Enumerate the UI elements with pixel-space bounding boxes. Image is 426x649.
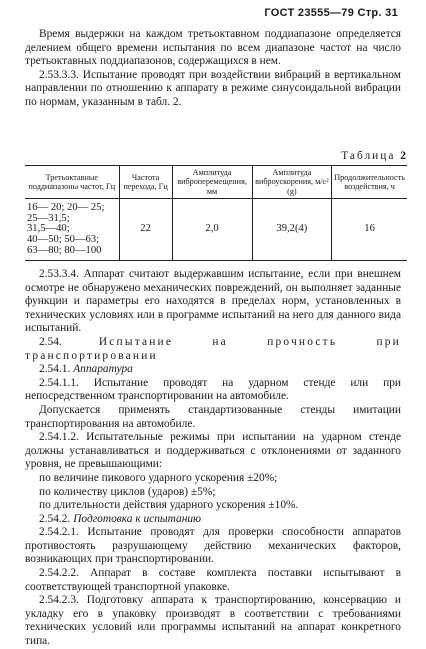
section-2-54-1-title: Аппаратура	[73, 363, 133, 376]
table-caption-number: 2	[400, 150, 406, 162]
table-row	[25, 199, 407, 261]
page-header: ГОСТ 23555—79 Стр. 31	[264, 7, 398, 19]
section-2-54-number: 2.54.	[39, 335, 62, 348]
range-line: 31,5—40;	[27, 223, 70, 235]
cell-acceleration: 39,2(4)	[252, 199, 332, 261]
header-ranges: Третьоктавные поддиапазоны частот, Гц	[25, 166, 119, 199]
section-2-54-1-heading	[25, 363, 401, 377]
deviation-acceleration: по величине пикового ударного ускорения ±20%;	[39, 471, 278, 484]
paragraph-2-54-2-3: 2.54.2.3. Подготовку аппарата к транспортированию, консервацию и укладку его в упаковку производят в соответствии с требованиями технических условий или программы испытаний на аппарат конкретного типа.	[25, 594, 401, 648]
range-line: 25—31,5;	[27, 212, 70, 224]
section-2-54-2-number: 2.54.2.	[39, 512, 71, 525]
section-2-54-1-number: 2.54.1.	[39, 363, 71, 376]
paragraph-2-54-1-2: 2.54.1.2. Испытательные режимы при испытании на ударном стенде должны устанавливаться и поддерживаться с отклонениями от заданного уровня, не превышающими:	[25, 431, 401, 471]
header-displacement: Амплитуда виброперемещения, мм	[172, 166, 252, 199]
cell-duration: 16	[332, 199, 407, 261]
table-header-row	[25, 166, 407, 199]
cell-transition-frequency: 22	[119, 199, 172, 261]
range-line: 63—80; 80—100	[27, 244, 102, 256]
deviation-duration: по длительности действия ударного ускорения ±10%.	[39, 499, 299, 512]
section-2-54-title: Испытание на прочность при транспортировании	[25, 335, 401, 362]
table-caption	[341, 150, 406, 162]
table-caption-word: Таблица	[341, 150, 396, 162]
text-block-bottom	[25, 268, 401, 649]
range-line: 16— 20; 20— 25;	[27, 202, 105, 214]
paragraph-2-53-3-3: 2.53.3.3. Испытание проводят при воздействии вибраций в вертикальном направлении по отношению к аппарату в режиме синусоидальной вибрации по нормам, указанным в табл. 2.	[25, 68, 401, 108]
header-acceleration: Амплитуда виброускорения, м/с² (g)	[252, 166, 332, 199]
range-line: 40—50; 50—63;	[27, 234, 100, 245]
cell-ranges	[25, 199, 119, 261]
cell-displacement: 2,0	[172, 199, 252, 261]
paragraph-intro: Время выдержки на каждом третьоктавном поддиапазоне определяется делением общего времени испытания по всем диапазоне частот на число третьоктавных поддиапазонов, содержащихся в нем.	[25, 28, 401, 68]
section-2-54-heading	[25, 336, 401, 363]
paragraph-2-54-2-1: 2.54.2.1. Испытание проводят для проверки способности аппаратов противостоять разрушающему действию механических факторов, возникающих при транспортировании.	[25, 526, 401, 566]
paragraph-2-54-2-2: 2.54.2.2. Аппарат в составе комплекта поставки испытывают в соответствующей транспортной упаковке.	[25, 567, 401, 593]
paragraph-2-53-3-4: 2.53.3.4. Аппарат считают выдержавшим испытание, если при внешнем осмотре не обнаружено механических повреждений, он выполняет заданные функции и параметры его находятся в пределах норм, установленных в технических условиях или в программе испытаний на него для данного вида испытаний.	[25, 268, 401, 335]
section-2-54-2-heading	[25, 513, 401, 527]
text-block-top	[25, 28, 401, 110]
header-duration: Продолжительность воздействия, ч	[332, 166, 407, 199]
paragraph-allowed: Допускается применять стандартизованные стенды имитации транспортирования на автомобиле.	[25, 403, 401, 430]
header-transition-frequency: Частота перехода, Гц	[119, 166, 172, 199]
vibration-table	[25, 165, 407, 261]
section-2-54-2-title: Подготовка к испытанию	[73, 512, 202, 525]
deviation-cycles: по количеству циклов (ударов) ±5%;	[39, 485, 216, 498]
paragraph-2-54-1-1: 2.54.1.1. Испытание проводят на ударном стенде или при непосредственном транспортировании на автомобиле.	[25, 376, 401, 403]
